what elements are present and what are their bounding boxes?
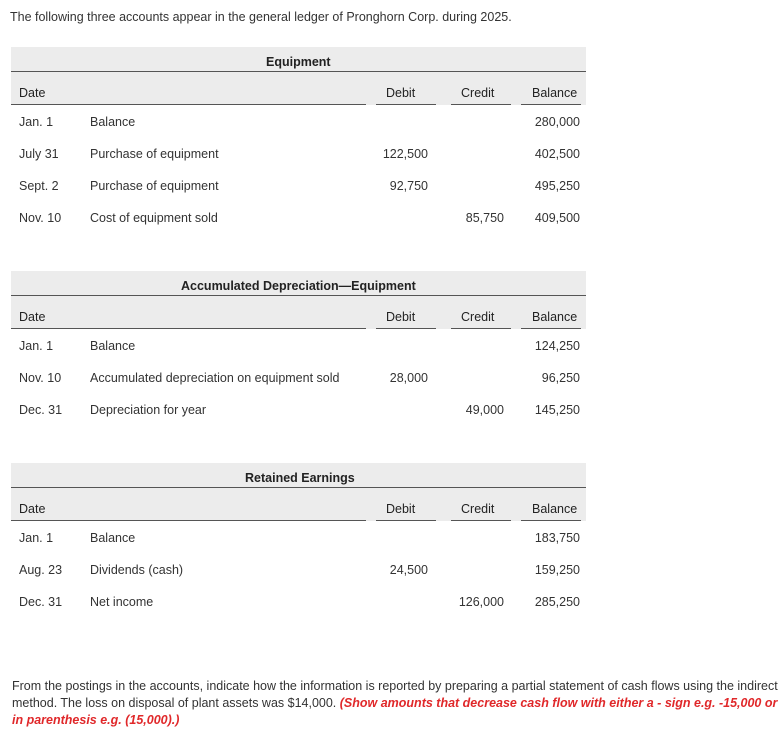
row-balance: 145,250 — [534, 403, 580, 417]
row-date: Jan. 1 — [19, 339, 54, 353]
header-date: Date — [19, 502, 46, 516]
row-balance: 124,250 — [534, 339, 580, 353]
ledger-header — [11, 487, 586, 521]
header-debit: Debit — [386, 310, 416, 324]
table-row — [11, 201, 586, 233]
header-credit: Credit — [461, 310, 495, 324]
ledger-title: Equipment — [266, 55, 331, 69]
intro-text: The following three accounts appear in the general ledger of Pronghorn Corp. during 2025. — [10, 10, 512, 24]
instructions-text: From the postings in the accounts, indicate how the information is reported by preparing a partial statement of cash flows using the indirect method. The loss on disposal of plant assets was $14,000. — [12, 679, 778, 710]
row-debit: 28,000 — [389, 371, 428, 385]
row-date: Dec. 31 — [19, 595, 63, 609]
row-description: Net income — [90, 595, 154, 609]
header-debit: Debit — [386, 86, 416, 100]
ledger-title: Retained Earnings — [245, 471, 355, 485]
ledger-accumulated-depreciation — [11, 271, 586, 425]
row-balance: 402,500 — [534, 147, 580, 161]
header-credit: Credit — [461, 86, 495, 100]
row-date: Dec. 31 — [19, 403, 63, 417]
row-description: Accumulated depreciation on equipment sold — [90, 371, 340, 385]
row-description: Cost of equipment sold — [90, 211, 218, 225]
row-date: Aug. 23 — [19, 563, 63, 577]
table-row — [11, 393, 586, 425]
table-row — [11, 361, 586, 393]
table-row — [11, 521, 586, 553]
row-date: Jan. 1 — [19, 115, 54, 129]
row-balance: 409,500 — [534, 211, 580, 225]
row-date: Nov. 10 — [19, 371, 62, 385]
table-row — [11, 553, 586, 585]
row-balance: 280,000 — [534, 115, 580, 129]
header-credit: Credit — [461, 502, 495, 516]
row-description: Balance — [90, 115, 136, 129]
row-debit: 24,500 — [389, 563, 428, 577]
row-credit: 49,000 — [465, 403, 504, 417]
row-balance: 495,250 — [534, 179, 580, 193]
row-date: Jan. 1 — [19, 531, 54, 545]
row-date: Sept. 2 — [19, 179, 59, 193]
row-balance: 285,250 — [534, 595, 580, 609]
row-description: Dividends (cash) — [90, 563, 184, 577]
row-description: Purchase of equipment — [90, 147, 219, 161]
header-debit: Debit — [386, 502, 416, 516]
ledger-rows — [11, 329, 586, 425]
ledger-header — [11, 295, 586, 329]
header-balance: Balance — [532, 310, 578, 324]
ledger-rows — [11, 521, 586, 617]
instructions — [12, 678, 780, 729]
instructions-hint: (Show amounts that decrease cash flow with either a - sign e.g. -15,000 or in parenthesis e.g. (15,000).) — [12, 696, 778, 727]
row-description: Balance — [90, 531, 136, 545]
row-description: Depreciation for year — [90, 403, 207, 417]
table-row — [11, 105, 586, 137]
ledger-rows — [11, 105, 586, 233]
table-row — [11, 169, 586, 201]
row-debit: 122,500 — [382, 147, 428, 161]
table-row — [11, 585, 586, 617]
row-balance: 183,750 — [534, 531, 580, 545]
header-date: Date — [19, 86, 46, 100]
row-credit: 85,750 — [465, 211, 504, 225]
row-description: Purchase of equipment — [90, 179, 219, 193]
row-balance: 96,250 — [541, 371, 580, 385]
ledger-retained-earnings — [11, 463, 586, 617]
header-balance: Balance — [532, 502, 578, 516]
header-balance: Balance — [532, 86, 578, 100]
table-row — [11, 137, 586, 169]
row-date: July 31 — [19, 147, 59, 161]
row-debit: 92,750 — [389, 179, 428, 193]
table-row — [11, 329, 586, 361]
row-description: Balance — [90, 339, 136, 353]
row-balance: 159,250 — [534, 563, 580, 577]
ledger-equipment — [11, 47, 586, 233]
header-date: Date — [19, 310, 46, 324]
row-date: Nov. 10 — [19, 211, 62, 225]
row-credit: 126,000 — [458, 595, 504, 609]
ledger-header — [11, 71, 586, 105]
ledger-title: Accumulated Depreciation—Equipment — [181, 279, 416, 293]
